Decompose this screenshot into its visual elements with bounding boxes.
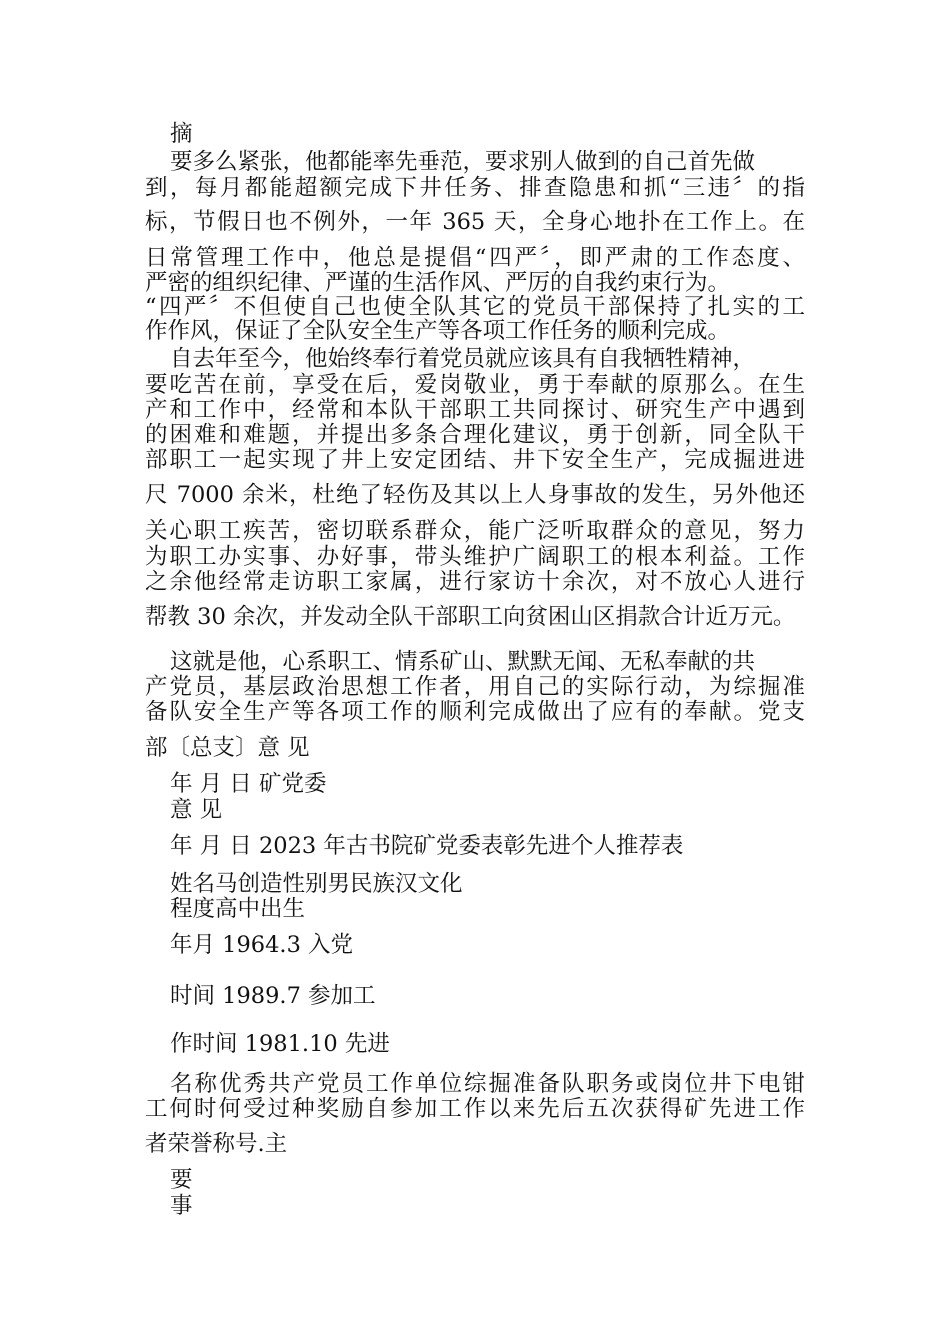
- text-line: 年月 1964.3 入党: [170, 932, 354, 958]
- text-line: 作时间 1981.10 先进: [170, 1031, 390, 1057]
- text-line: 尺 7000 余米，杜绝了轻伤及其以上人身事故的发生，另外他还: [145, 482, 805, 508]
- text-line: 摘: [170, 121, 193, 147]
- text-line: 这就是他，心系职工、情系矿山、默默无闻、无私奉献的共: [170, 649, 756, 675]
- text-line: 部〔总支〕意 见: [145, 735, 310, 761]
- text-line: 关心职工疾苦，密切联系群众，能广泛听取群众的意见，努力: [145, 518, 805, 544]
- text-line: 时间 1989.7 参加工: [170, 983, 376, 1009]
- text-line: 工何时何受过种奖励自参加工作以来先后五次获得矿先进工作: [145, 1096, 805, 1122]
- text-line: 名称优秀共产党员工作单位综掘准备队职务或岗位井下电钳: [170, 1071, 805, 1097]
- text-line: 要: [170, 1167, 193, 1193]
- text-line: 产党员，基层政治思想工作者，用自己的实际行动，为综掘准: [145, 674, 805, 700]
- text-line: 产和工作中，经常和本队干部职工共同探讨、研究生产中遇到: [145, 397, 805, 423]
- text-line: 部职工一起实现了井上安定团结、井下安全生产，完成掘进进: [145, 447, 805, 473]
- text-line: 年 月 日 矿党委: [170, 771, 327, 797]
- text-line: 为职工办实事、办好事，带头维护广阔职工的根本利益。工作: [145, 544, 805, 570]
- text-line: 要多么紧张，他都能率先垂范，要求别人做到的自己首先做: [170, 149, 756, 175]
- text-line: 日常管理工作中，他总是提倡“四严〞，即严肃的工作态度、: [145, 245, 805, 271]
- text-line: 姓名马创造性别男民族汉文化: [170, 871, 463, 897]
- text-line: 自去年至今，他始终奉行着党员就应该具有自我牺牲精神，: [170, 346, 756, 372]
- text-line: 年 月 日 2023 年古书院矿党委表彰先进个人推荐表: [170, 833, 684, 859]
- text-line: 作作风，保证了全队安全生产等各项工作任务的顺利完成。: [145, 318, 731, 344]
- text-line: 的困难和难题，并提出多条合理化建议，勇于创新，同全队干: [145, 422, 805, 448]
- text-line: 帮教 30 余次，并发动全队干部职工向贫困山区捐款合计近万元。: [145, 604, 796, 630]
- text-line: 严密的组织纪律、严谨的生活作风、严厉的自我约束行为。: [145, 270, 731, 296]
- text-line: 者荣誉称号.主: [145, 1131, 288, 1157]
- text-line: 要吃苦在前，享受在后，爱岗敬业，勇于奉献的原那么。在生: [145, 372, 805, 398]
- text-line: 事: [170, 1193, 193, 1219]
- text-line: 备队安全生产等各项工作的顺利完成做出了应有的奉献。党支: [145, 699, 805, 725]
- text-line: “四严〞不但使自己也使全队其它的党员干部保持了扎实的工: [145, 294, 805, 320]
- text-line: 意 见: [170, 797, 223, 823]
- text-line: 程度高中出生: [170, 896, 306, 922]
- text-line: 标，节假日也不例外，一年 365 天，全身心地扑在工作上。在: [145, 209, 805, 235]
- text-line: 到，每月都能超额完成下井任务、排查隐患和抓“三违〞的指: [145, 175, 805, 201]
- text-line: 之余他经常走访职工家属，进行家访十余次，对不放心人进行: [145, 569, 805, 595]
